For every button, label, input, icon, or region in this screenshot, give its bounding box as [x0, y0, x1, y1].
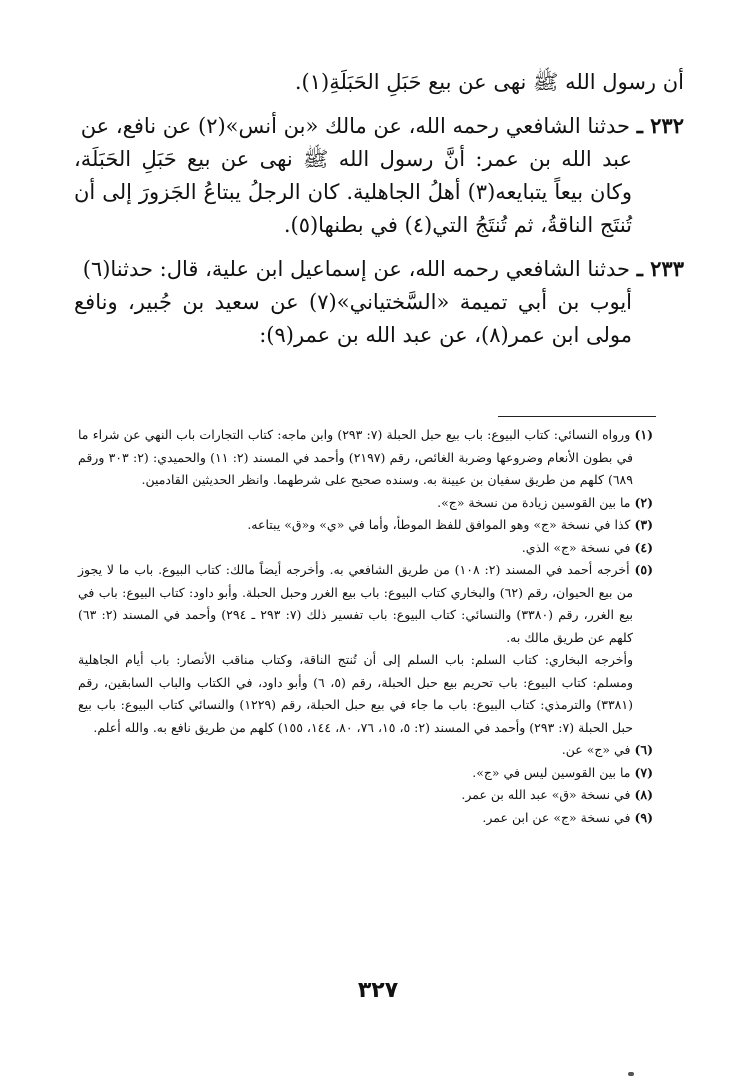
footnote-number: (٦)	[634, 742, 653, 757]
footnote-number: (٨)	[634, 787, 653, 802]
footnote-number: (٢)	[634, 494, 653, 510]
hadith-233-body: أيوب بن أبي تميمة «السَّختياني»(٧) عن سعيد بن جُبير، ونافع مولى ابن عمر(٨)، عن عبد الله بن عمر(٩):	[74, 290, 632, 347]
hadith-number: ٢٣٢ ـ	[636, 113, 684, 138]
footnote	[78, 514, 653, 537]
footnote	[78, 784, 653, 807]
scan-mark	[628, 1072, 634, 1076]
footnote-number: (٥)	[634, 562, 654, 577]
footnote	[78, 739, 653, 762]
footnote	[78, 559, 653, 649]
footnote-number: (٧)	[634, 764, 653, 780]
footnote-number: (٣)	[634, 517, 653, 532]
footnote-number: (٩)	[634, 809, 653, 825]
footnote-text: في نسخة «ق» عبد الله بن عمر.	[461, 787, 631, 802]
footnote	[78, 762, 653, 785]
footnote-number: (١)	[634, 427, 653, 442]
footnote-text: أخرجه أحمد في المسند (٢: ١٠٨) من طريق الشافعي به. وأخرجه أيضاً مالك: كتاب البيوع. باب ما لا يجوز من بيع الحيوان، رقم (٦٢) والبخاري كتاب البيوع: باب بيع الغرر وحبل الحبلة. وأبو داود: كتاب البيوع: باب في بيع الغرر، رقم (٣٣٨٠) والنسائي: كتاب البيوع: باب تفسير ذلك (٧: ٢٩٣ ـ ٢٩٤) وأحمد في المسند (٢: ٦٣) كلهم عن طريق مالك به.	[78, 562, 634, 645]
hadith-232-body: عبد الله بن عمر: أنَّ رسول الله ﷺ نهى عن بيع حَبَلِ الحَبَلَة، وكان بيعاً يتبايعه(٣) أهلُ الجاهلية. كان الرجلُ يبتاعُ الجَزورَ إلى أن تُنتَج الناقةُ، ثم تُنتَجُ التي(٤) في بطنها(٥).	[74, 147, 632, 237]
footnote	[78, 424, 653, 492]
footnote-text: في «ج» عن.	[561, 742, 631, 757]
hadith-text: حدثنا الشافعي رحمه الله، عن مالك «بن أنس»(٢) عن نافع، عن	[80, 114, 630, 138]
hadith-number: ٢٣٣ ـ	[636, 256, 684, 281]
hadith-232-first-line	[74, 109, 684, 143]
footnote-separator	[498, 416, 656, 417]
footnotes	[78, 424, 653, 829]
footnote-text: كذا في نسخة «ج» وهو الموافق للفظ الموطأ، وأما في «ي» و«ق» يبتاعه.	[247, 517, 631, 532]
footnote	[78, 537, 653, 560]
footnote-continuation: وأخرجه البخاري: كتاب السلم: باب السلم إلى أن تُنتج الناقة، وكتاب مناقب الأنصار: باب أيام الجاهلية ومسلم: كتاب البيوع: باب تحريم بيع حبل الحبلة، رقم (٥، ٦) وأبو داود، في الكتاب والباب السابقين، رقم (٣٣٨١) والترمذي: كتاب البيوع: باب ما جاء في بيع حبل الحبلة، رقم (١٢٢٩) والنسائي كتاب البيوع: باب بيع حبل الحبلة (٧: ٢٩٣) وأحمد في المسند (٢: ٥، ١٥، ٧٦، ٨٠، ١٤٤، ١٥٥) كلهم من طريق نافع به. والله أعلم.	[78, 652, 633, 735]
footnote-text: ورواه النسائي: كتاب البيوع: باب بيع حبل الحبلة (٧: ٢٩٣) وابن ماجه: كتاب التجارات باب النهي عن شراء ما في بطون الأنعام وضروعها وضربة الغائص، رقم (٢١٩٧) وأحمد في المسند (٢: ١١) والحميدي: (٢: ٣٠٣ ورقم ٦٨٩) كلهم من طريق سفيان بن عيينة به. وسنده صحيح على شرطهما. وانظر الحديثين القادمين.	[78, 427, 634, 487]
page-number: ٣٢٧	[357, 978, 399, 1003]
footnote-number: (٤)	[634, 539, 653, 555]
main-text	[74, 66, 684, 352]
footnote-text: في نسخة «ج» عن ابن عمر.	[482, 809, 631, 825]
footnote-text: ما بين القوسين ليس في «ج».	[472, 764, 631, 780]
footnote-text: في نسخة «ج» الذي.	[521, 539, 631, 555]
hadith-233-first-line	[74, 252, 684, 286]
footnote	[78, 807, 653, 830]
footnote-text: ما بين القوسين زيادة من نسخة «ج».	[437, 494, 631, 510]
footnote	[78, 492, 653, 515]
hadith-231-ending: أن رسول الله ﷺ نهى عن بيع حَبَلِ الحَبَلَةِ(١).	[294, 70, 684, 94]
hadith-text: حدثنا الشافعي رحمه الله، عن إسماعيل ابن علية، قال: حدثنا(٦)	[82, 257, 630, 281]
